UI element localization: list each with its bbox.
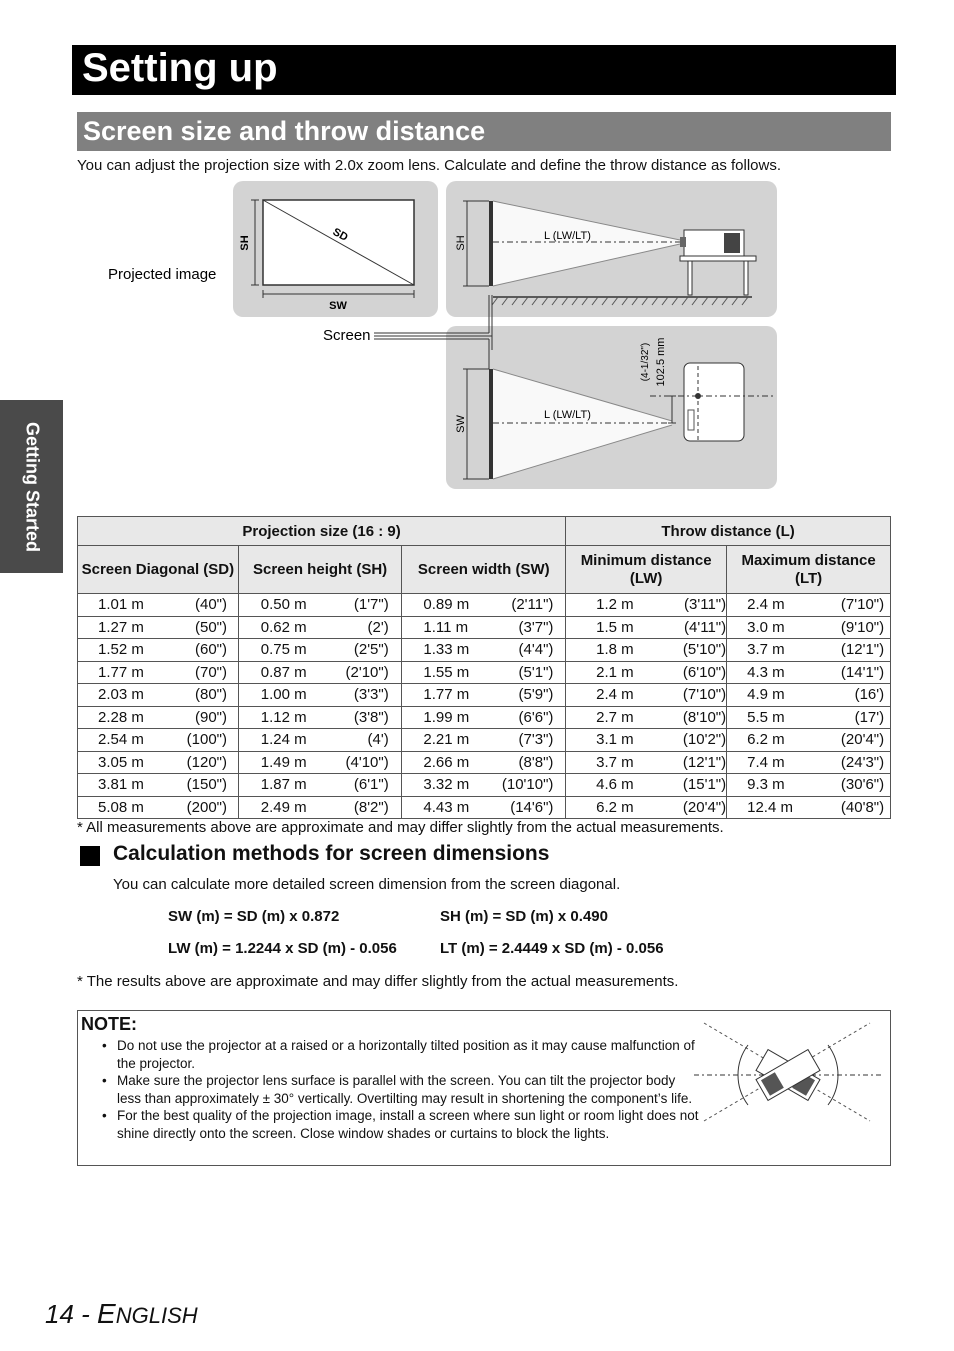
metric-value: 3.81 m [98, 776, 144, 794]
imperial-value: (14'6") [510, 798, 554, 816]
side-throw-label: L (LW/LT) [544, 230, 591, 242]
imperial-value: (4') [367, 731, 389, 749]
metric-value: 3.05 m [98, 753, 144, 771]
imperial-value: (5'9") [518, 686, 554, 704]
top-sw-label: SW [455, 415, 467, 433]
side-sh-label: SH [455, 235, 467, 251]
imperial-value: (30'6") [840, 776, 885, 794]
projection-size-header: Projection size (16 : 9) [78, 517, 566, 546]
table-cell [78, 639, 239, 662]
metric-value: 5.08 m [98, 798, 144, 816]
metric-value: 2.21 m [423, 731, 470, 749]
metric-value: 1.99 m [423, 708, 470, 726]
imperial-value: (6'6") [518, 708, 554, 726]
imperial-value: (3'8") [353, 708, 389, 726]
sh-label: SH [239, 235, 251, 251]
metric-value: 3.7 m [747, 641, 785, 659]
imperial-value: (40") [195, 596, 227, 614]
table-cell [78, 594, 239, 617]
metric-value: 1.5 m [596, 618, 634, 636]
metric-value: 6.2 m [596, 798, 634, 816]
table-cell [566, 751, 727, 774]
note-item: • For the best quality of the projection image, install a screen where sun light or room light does not shine directly onto the screen. Close window shades or curtains to block the lights. [102, 1107, 702, 1142]
imperial-value: (4'4") [518, 641, 554, 659]
metric-value: 1.11 m [423, 618, 469, 636]
table-cell [566, 684, 727, 707]
metric-value: 1.8 m [596, 641, 634, 659]
metric-value: 1.27 m [98, 618, 144, 636]
metric-value: 1.12 m [260, 708, 307, 726]
table-cell [402, 616, 566, 639]
imperial-value: (10'2") [682, 731, 727, 749]
table-cell [238, 684, 402, 707]
table-cell [238, 706, 402, 729]
metric-value: 1.01 m [98, 596, 144, 614]
note-box [77, 1010, 891, 1166]
section-title-bar [77, 112, 891, 151]
note-title: NOTE: [81, 1014, 137, 1034]
offset-mm-label: 102.5 mm [655, 337, 667, 387]
imperial-value: (8'10") [682, 708, 727, 726]
imperial-value: (2'5") [353, 641, 389, 659]
table-group-header-row [78, 517, 891, 546]
table-row [78, 729, 891, 752]
metric-value: 3.7 m [596, 753, 634, 771]
table-cell [566, 616, 727, 639]
table-row [78, 684, 891, 707]
imperial-value: (15'1") [682, 776, 727, 794]
metric-value: 9.3 m [747, 776, 785, 794]
imperial-value: (8'8") [518, 753, 554, 771]
top-screen [489, 369, 493, 479]
metric-value: 1.77 m [423, 686, 470, 704]
table-cell [402, 661, 566, 684]
table-cell [566, 661, 727, 684]
imperial-value: (2'10") [345, 663, 389, 681]
metric-value: 1.33 m [423, 641, 470, 659]
table-cell [402, 729, 566, 752]
table-cell [727, 661, 891, 684]
metric-value: 3.32 m [423, 776, 470, 794]
table-cell [78, 751, 239, 774]
table-row [78, 751, 891, 774]
table-column-header-row [78, 546, 891, 594]
table-cell [566, 639, 727, 662]
table-cell [727, 729, 891, 752]
table-cell [727, 684, 891, 707]
imperial-value: (12'1") [682, 753, 727, 771]
imperial-value: (9'10") [840, 618, 885, 636]
imperial-value: (4'10") [345, 753, 389, 771]
metric-value: 2.4 m [747, 596, 785, 614]
table-cell [566, 729, 727, 752]
intro-text: You can adjust the projection size with 2.0x zoom lens. Calculate and define the throw distance as follows. [77, 157, 782, 174]
metric-value: 1.24 m [260, 731, 307, 749]
metric-value: 5.5 m [747, 708, 785, 726]
throw-distance-diagram [0, 175, 954, 495]
throw-distance-table [77, 516, 891, 819]
table-cell [78, 706, 239, 729]
tilt-angle-illustration [690, 1017, 886, 1129]
imperial-value: (16') [854, 686, 885, 704]
table-cell [402, 774, 566, 797]
throw-distance-header: Throw distance (L) [566, 517, 891, 546]
imperial-value: (3'7") [518, 618, 554, 636]
col-header-sd: Screen Diagonal (SD) [78, 546, 239, 594]
imperial-value: (7'3") [518, 731, 554, 749]
side-tab-label: Getting Started [22, 421, 42, 552]
table-cell [402, 706, 566, 729]
imperial-value: (24'3") [840, 753, 885, 771]
metric-value: 4.9 m [747, 686, 785, 704]
imperial-value: (100") [186, 731, 227, 749]
offset-in-label: (4-1/32") [640, 342, 651, 382]
table-cell [402, 751, 566, 774]
imperial-value: (2'11") [511, 596, 554, 614]
metric-value: 0.75 m [260, 641, 307, 659]
table-cell [566, 594, 727, 617]
projector-table [680, 256, 756, 261]
imperial-value: (5'1") [518, 663, 554, 681]
projected-image-label: Projected image [108, 266, 217, 283]
formula-lw: LW (m) = 1.2244 x SD (m) - 0.056 [168, 940, 397, 957]
table-row [78, 594, 891, 617]
table-footnote: * All measurements above are approximate and may differ slightly from the actual measurements. [77, 819, 724, 836]
heading-square-icon [80, 846, 100, 866]
table-cell [727, 774, 891, 797]
metric-value: 4.6 m [596, 776, 634, 794]
table-cell [78, 729, 239, 752]
table-row [78, 706, 891, 729]
imperial-value: (3'11") [684, 596, 727, 614]
top-throw-label: L (LW/LT) [544, 409, 591, 421]
page-number [45, 1298, 198, 1330]
side-screen [489, 201, 493, 286]
table-cell [78, 616, 239, 639]
metric-value: 2.28 m [98, 708, 144, 726]
metric-value: 0.50 m [260, 596, 307, 614]
note-list [102, 1037, 702, 1142]
table-cell [78, 774, 239, 797]
table-cell [402, 684, 566, 707]
metric-value: 0.62 m [260, 618, 307, 636]
table-cell [566, 774, 727, 797]
imperial-value: (80") [195, 686, 227, 704]
metric-value: 1.77 m [98, 663, 144, 681]
metric-value: 0.87 m [260, 663, 307, 681]
table-cell [238, 729, 402, 752]
imperial-value: (50") [195, 618, 227, 636]
table-row [78, 796, 891, 819]
section-title: Screen size and throw distance [83, 116, 486, 146]
imperial-value: (5'10") [682, 641, 727, 659]
language-initial: E [97, 1298, 116, 1329]
metric-value: 1.52 m [98, 641, 144, 659]
table-row [78, 661, 891, 684]
metric-value: 3.0 m [747, 618, 785, 636]
table-cell [238, 594, 402, 617]
table-cell [402, 796, 566, 819]
imperial-value: (7'10") [682, 686, 727, 704]
table-cell [238, 616, 402, 639]
table-cell [727, 616, 891, 639]
table-cell [566, 706, 727, 729]
table-cell [566, 796, 727, 819]
imperial-value: (20'4") [682, 798, 727, 816]
metric-value: 2.66 m [423, 753, 470, 771]
imperial-value: (7'10") [840, 596, 885, 614]
col-header-sw: Screen width (SW) [402, 546, 566, 594]
imperial-value: (200") [186, 798, 227, 816]
metric-value: 1.49 m [260, 753, 307, 771]
table-cell [727, 594, 891, 617]
imperial-value: (17') [854, 708, 885, 726]
page-number-text: 14 - [45, 1299, 98, 1329]
table-cell [727, 796, 891, 819]
imperial-value: (150") [186, 776, 227, 794]
table-cell [78, 796, 239, 819]
imperial-value: (3'3") [353, 686, 389, 704]
imperial-value: (6'10") [682, 663, 727, 681]
note-item: • Do not use the projector at a raised or a horizontally tilted position as it may cause malfunction of the projector. [102, 1037, 702, 1072]
col-header-lw: Minimum distance (LW) [566, 546, 727, 594]
metric-value: 2.03 m [98, 686, 144, 704]
metric-value: 1.87 m [260, 776, 307, 794]
sd-label: SD [330, 225, 350, 244]
table-cell [238, 639, 402, 662]
note-item: • Make sure the projector lens surface is parallel with the screen. You can tilt the projector body less than approximately ± 30° vertically. Overtilting may result in shortening the component’s life. [102, 1072, 702, 1107]
metric-value: 7.4 m [747, 753, 785, 771]
metric-value: 12.4 m [747, 798, 793, 816]
metric-value: 2.7 m [596, 708, 634, 726]
imperial-value: (6'1") [353, 776, 389, 794]
metric-value: 4.3 m [747, 663, 785, 681]
sw-label: SW [329, 300, 347, 312]
imperial-value: (120") [186, 753, 227, 771]
metric-value: 1.55 m [423, 663, 470, 681]
table-cell [238, 796, 402, 819]
calculation-title: Calculation methods for screen dimensions [113, 842, 550, 865]
page-title-bar [72, 45, 896, 95]
metric-value: 2.1 m [596, 663, 634, 681]
table-row [78, 616, 891, 639]
table-cell [727, 706, 891, 729]
imperial-value: (14'1") [840, 663, 885, 681]
metric-value: 0.89 m [423, 596, 470, 614]
table-cell [238, 661, 402, 684]
language-rest: NGLISH [115, 1303, 198, 1328]
imperial-value: (4'11") [684, 618, 727, 636]
imperial-value: (8'2") [353, 798, 389, 816]
imperial-value: (90") [195, 708, 227, 726]
page-title: Setting up [82, 46, 278, 90]
metric-value: 1.2 m [596, 596, 634, 614]
formula-sh: SH (m) = SD (m) x 0.490 [440, 908, 608, 925]
metric-value: 3.1 m [596, 731, 634, 749]
table-cell [78, 661, 239, 684]
formula-lt: LT (m) = 2.4449 x SD (m) - 0.056 [440, 940, 664, 957]
metric-value: 2.54 m [98, 731, 144, 749]
metric-value: 2.4 m [596, 686, 634, 704]
imperial-value: (12'1") [840, 641, 885, 659]
table-cell [238, 751, 402, 774]
col-header-sh: Screen height (SH) [238, 546, 402, 594]
calculation-footnote: * The results above are approximate and may differ slightly from the actual measurements. [77, 973, 679, 990]
imperial-value: (10'10") [501, 776, 554, 794]
table-cell [727, 751, 891, 774]
table-cell [402, 594, 566, 617]
table-row [78, 774, 891, 797]
calculation-intro: You can calculate more detailed screen dimension from the screen diagonal. [113, 876, 621, 893]
imperial-value: (2') [367, 618, 389, 636]
col-header-lt: Maximum distance (LT) [727, 546, 891, 594]
metric-value: 2.49 m [260, 798, 307, 816]
metric-value: 4.43 m [423, 798, 470, 816]
imperial-value: (20'4") [840, 731, 885, 749]
imperial-value: (1'7") [353, 596, 389, 614]
metric-value: 6.2 m [747, 731, 785, 749]
table-cell [238, 774, 402, 797]
metric-value: 1.00 m [260, 686, 307, 704]
formula-sw: SW (m) = SD (m) x 0.872 [168, 908, 340, 925]
imperial-value: (40'8") [840, 798, 885, 816]
table-cell [78, 684, 239, 707]
imperial-value: (70") [195, 663, 227, 681]
imperial-value: (60") [195, 641, 227, 659]
table-cell [727, 639, 891, 662]
screen-label: Screen [323, 327, 371, 344]
table-row [78, 639, 891, 662]
table-cell [402, 639, 566, 662]
